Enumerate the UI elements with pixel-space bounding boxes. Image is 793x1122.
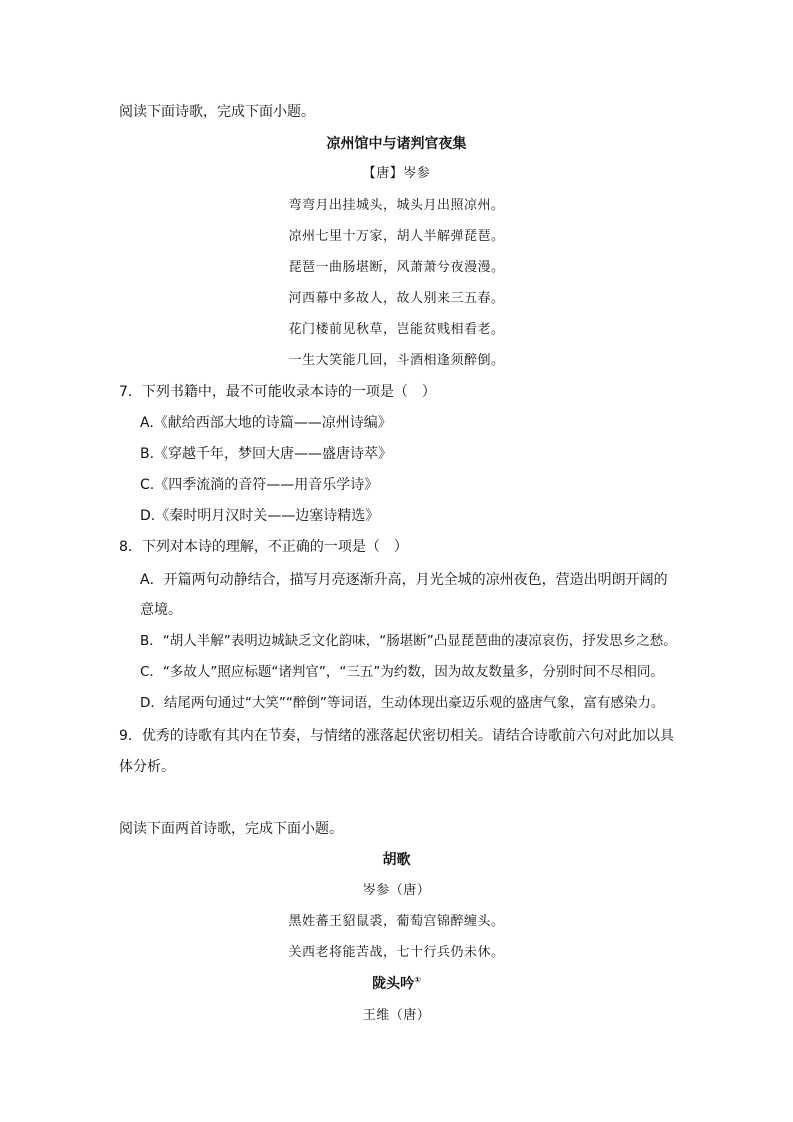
section1-intro: 阅读下面诗歌，完成下面小题。 (119, 104, 315, 120)
question-8-stem: 8．下列对本诗的理解，不正确的一项是（ ） (119, 539, 408, 555)
question-8-option-c: C．“多故人”照应标题“诸判官”，“三五”为约数，因为故友数量多，分别时间不尽相同。 (140, 664, 664, 680)
poem-title: 凉州馆中与诸判官夜集 (326, 136, 467, 152)
question-9-stem-cont: 体分析。 (119, 759, 175, 775)
question-7-stem: 7．下列书籍中，最不可能收录本诗的一项是（ ） (119, 384, 436, 400)
section2-intro: 阅读下面两首诗歌，完成下面小题。 (119, 821, 343, 837)
question-9-stem: 9．优秀的诗歌有其内在节奏，与情绪的涨落起伏密切相关。请结合诗歌前六句对此加以具 (119, 728, 674, 744)
footnote-marker: ① (414, 975, 421, 985)
question-7-option-c: C.《四季流淌的音符——用音乐学诗》 (140, 477, 379, 493)
poem-author: 【唐】岑参 (362, 166, 431, 181)
poem2-title: 陇头吟 (372, 976, 415, 992)
poem-line: 河西幕中多故人，故人别来三五春。 (288, 291, 505, 306)
question-7-option-d: D.《秦时明月汉时关——边塞诗精选》 (140, 508, 380, 524)
poem-line: 凉州七里十万家，胡人半解弹琵琶。 (288, 229, 505, 244)
poem2-title-row (0, 974, 793, 994)
poem-line: 一生大笑能几回，斗酒相逢须醉倒。 (288, 353, 505, 368)
poem1-line: 黑姓蕃王貂鼠裘，葡萄宫锦醉缠头。 (288, 914, 505, 929)
poem1-title: 胡歌 (382, 852, 411, 868)
poem-line: 琵琶一曲肠堪断，风萧萧兮夜漫漫。 (288, 260, 505, 275)
question-7-option-b: B.《穿越千年，梦回大唐——盛唐诗萃》 (140, 446, 393, 462)
poem1-author: 岑参（唐） (362, 883, 431, 898)
question-8-option-a-cont: 意境。 (140, 602, 182, 618)
question-8-option-b: B．“胡人半解”表明边城缺乏文化韵味，“肠堪断”凸显琵琶曲的凄凉哀伤，抒发思乡之愁。 (140, 633, 677, 649)
poem-line: 弯弯月出挂城头，城头月出照凉州。 (288, 198, 505, 213)
question-8-option-a: A．开篇两句动静结合，描写月亮逐渐升高，月光全城的凉州夜色，营造出明朗开阔的 (140, 572, 668, 588)
poem-line: 花门楼前见秋草，岂能贫贱相看老。 (288, 322, 505, 337)
question-7-option-a: A.《献给西部大地的诗篇——凉州诗编》 (140, 415, 392, 431)
poem2-author: 王维（唐） (362, 1008, 431, 1023)
question-8-option-d: D．结尾两句通过“大笑”“醉倒”等词语，生动体现出豪迈乐观的盛唐气象，富有感染力。 (140, 695, 665, 711)
poem1-line: 关西老将能苦战，七十行兵仍未休。 (288, 945, 505, 960)
